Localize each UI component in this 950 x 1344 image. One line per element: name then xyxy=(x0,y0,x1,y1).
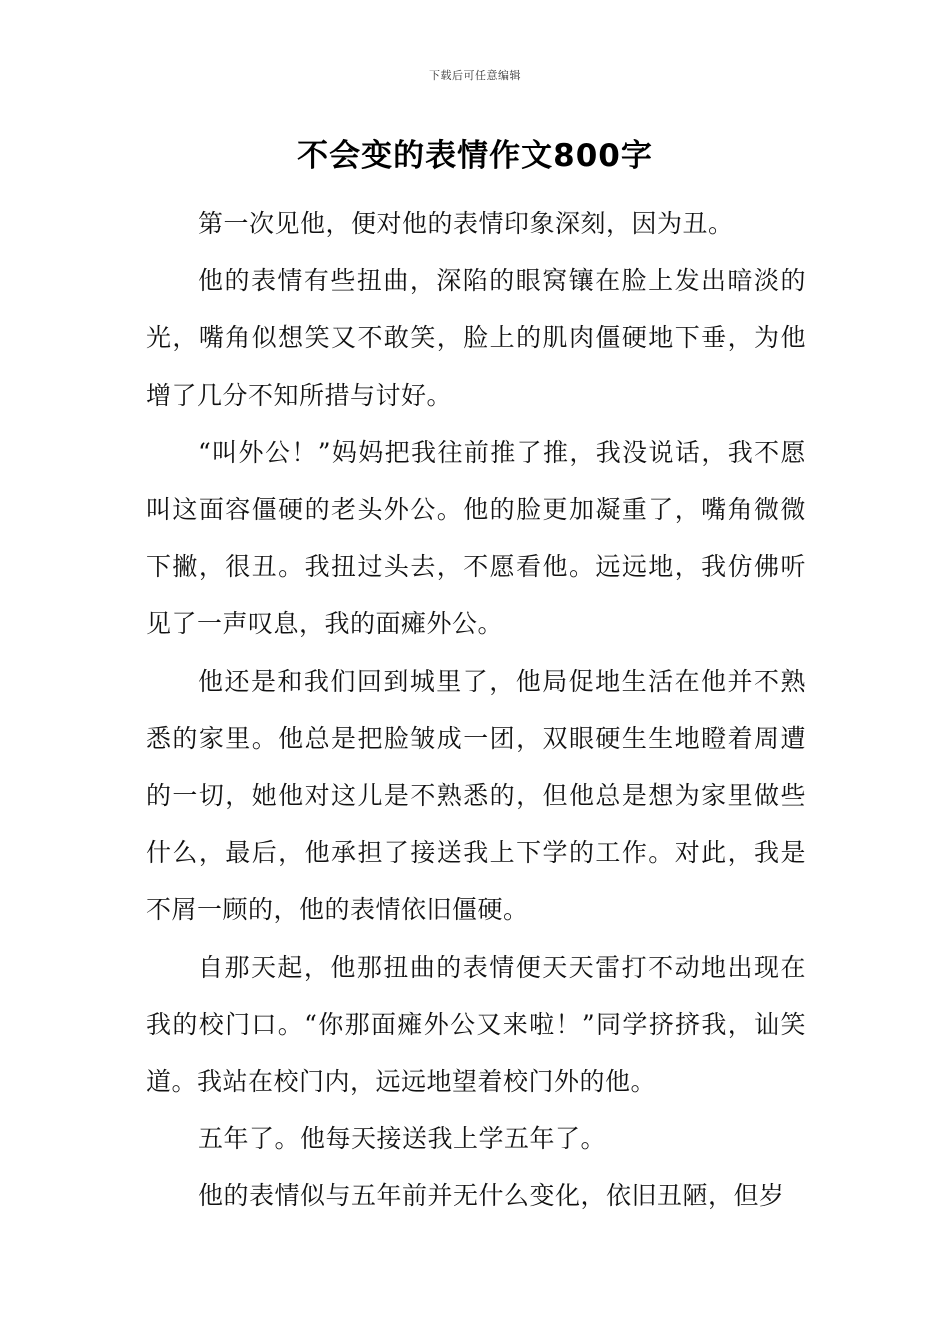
paragraph: 他的表情有些扭曲，深陷的眼窝镶在脸上发出暗淡的光，嘴角似想笑又不敢笑，脸上的肌肉僵硬地下垂，为他增了几分不知所措与讨好。 xyxy=(146,266,806,410)
document-body xyxy=(146,195,806,1225)
paragraph: 第一次见他，便对他的表情印象深刻，因为丑。 xyxy=(198,209,734,238)
paragraph: “叫外公！”妈妈把我往前推了推，我没说话，我不愿叫这面容僵硬的老头外公。他的脸更加凝重了，嘴角微微下撇，很丑。我扭过头去，不愿看他。远远地，我仿佛听见了一声叹息，我的面瘫外公。 xyxy=(146,437,806,639)
header-note: 下载后可任意编辑 xyxy=(429,69,521,82)
document-title: 不会变的表情作文800字 xyxy=(297,138,653,174)
paragraph: 他还是和我们回到城里了，他局促地生活在他并不熟悉的家里。他总是把脸皱成一团，双眼硬生生地瞪着周遭的一切，她他对这儿是不熟悉的，但他总是想为家里做些什么，最后，他承担了接送我上下学的工作。对此，我是不屑一顾的，他的表情依旧僵硬。 xyxy=(146,666,806,925)
paragraph: 他的表情似与五年前并无什么变化，依旧丑陋，但岁 xyxy=(198,1181,785,1211)
paragraph: 自那天起，他那扭曲的表情便天天雷打不动地出现在我的校门口。“你那面瘫外公又来啦！”同学挤挤我，讪笑道。我站在校门内，远远地望着校门外的他。 xyxy=(146,952,806,1097)
paragraph: 五年了。他每天接送我上学五年了。 xyxy=(198,1124,607,1154)
